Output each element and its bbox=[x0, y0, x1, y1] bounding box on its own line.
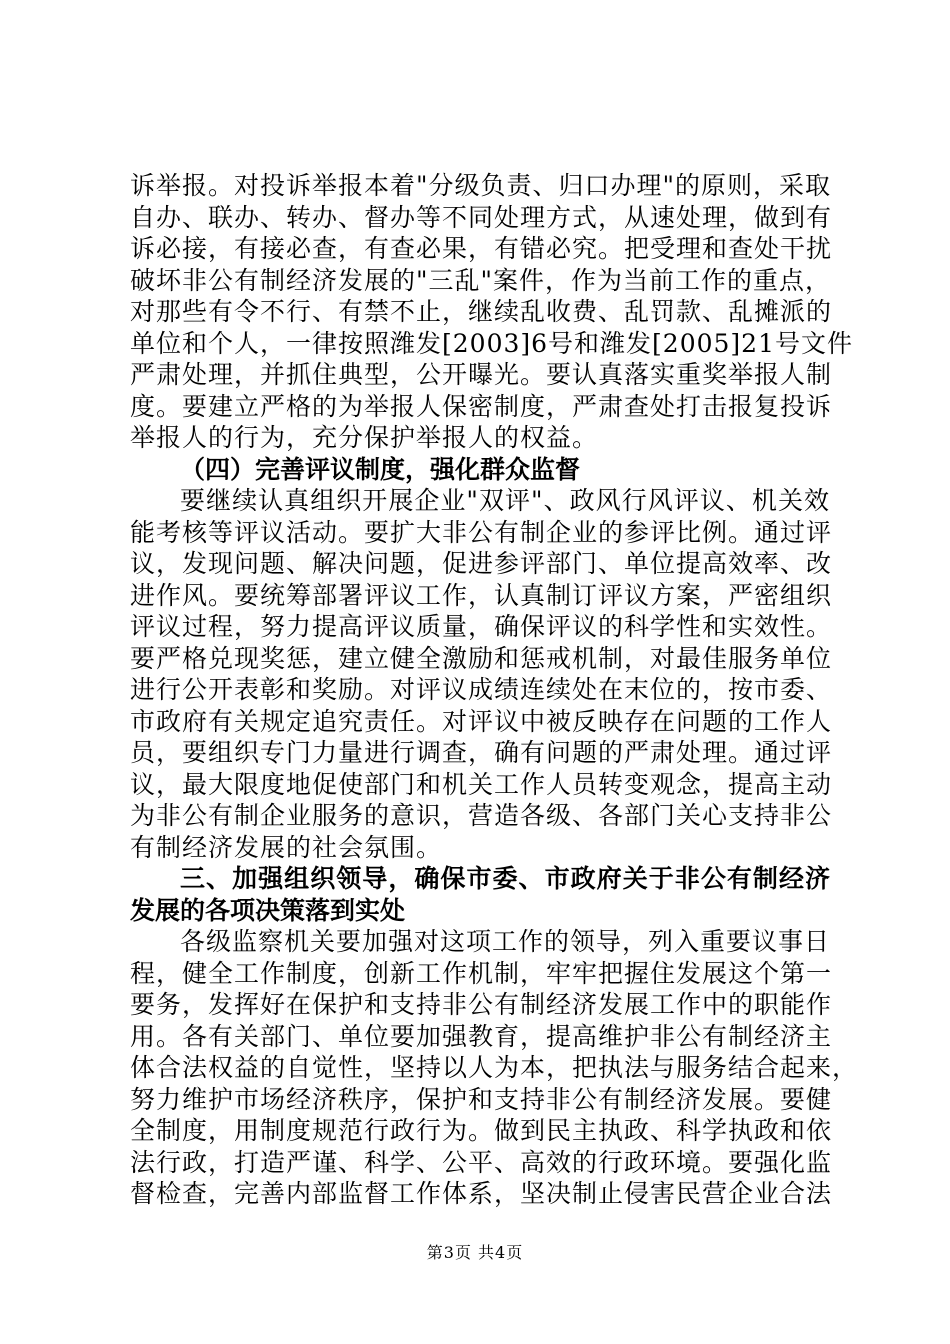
text-line: 努力维护市场经济秩序，保护和支持非公有制经济发展。要健 bbox=[130, 1084, 833, 1114]
text-line: 评议过程，努力提高评议质量，确保评议的科学性和实效性。 bbox=[130, 612, 833, 641]
text-line: 单位和个人，一律按照潍发[2003]6号和潍发[2005]21号文件 bbox=[130, 328, 853, 358]
text-line: 度。要建立严格的为举报人保密制度，严肃查处打击报复投诉 bbox=[130, 391, 833, 421]
text-line: 议，最大限度地促使部门和机关工作人员转变观念，提高主动 bbox=[130, 769, 833, 799]
section-heading-4: （四）完善评议制度，强化群众监督 bbox=[180, 454, 581, 484]
text-line: 议，发现问题、解决问题，促进参评部门、单位提高效率、改 bbox=[130, 549, 833, 578]
text-line: 严肃处理，并抓住典型，公开曝光。要认真落实重奖举报人制 bbox=[130, 360, 833, 389]
text-line: 各级监察机关要加强对这项工作的领导，列入重要议事日 bbox=[180, 927, 831, 956]
text-line: 要继续认真组织开展企业"双评"、政风行风评议、机关效 bbox=[180, 486, 830, 515]
text-line: 法行政，打造严谨、科学、公平、高效的行政环境。要强化监 bbox=[130, 1147, 833, 1177]
text-line: 体合法权益的自觉性，坚持以人为本，把执法与服务结合起来， bbox=[130, 1053, 859, 1082]
text-line: 诉举报。对投诉举报本着"分级负责、归口办理"的原则，采取 bbox=[130, 171, 832, 200]
text-line: 为非公有制企业服务的意识，营造各级、各部门关心支持非公 bbox=[130, 801, 833, 830]
text-line: 自办、联办、转办、督办等不同处理方式，从速处理，做到有 bbox=[130, 202, 833, 232]
text-line: 用。各有关部门、单位要加强教育，提高维护非公有制经济主 bbox=[130, 1021, 833, 1051]
text-line: 员，要组织专门力量进行调查，确有问题的严肃处理。通过评 bbox=[130, 738, 833, 767]
page-body bbox=[130, 170, 859, 1210]
paragraph-leadership bbox=[130, 926, 859, 1210]
text-line: 进作风。要统筹部署评议工作，认真制订评议方案，严密组织 bbox=[130, 580, 833, 610]
text-line: 破坏非公有制经济发展的"三乱"案件，作为当前工作的重点， bbox=[130, 265, 832, 295]
text-line: 能考核等评议活动。要扩大非公有制企业的参评比例。通过评 bbox=[130, 517, 833, 547]
text-line: 程，健全工作制度，创新工作机制，牢牢把握住发展这个第一 bbox=[130, 958, 833, 988]
text-line: 有制经济发展的社会氛围。 bbox=[130, 832, 443, 862]
section-heading-3 bbox=[130, 863, 830, 926]
text-line: 进行公开表彰和奖励。对评议成绩连续处在末位的，按市委、 bbox=[130, 675, 833, 704]
text-line: 要严格兑现奖惩，建立健全激励和惩戒机制，对最佳服务单位 bbox=[130, 643, 833, 673]
text-line: 市政府有关规定追究责任。对评议中被反映存在问题的工作人 bbox=[130, 706, 833, 736]
paragraph-complaints bbox=[130, 170, 853, 454]
text-line: 督检查，完善内部监督工作体系，坚决制止侵害民营企业合法 bbox=[130, 1179, 833, 1208]
text-line: 要务，发挥好在保护和支持非公有制经济发展工作中的职能作 bbox=[130, 990, 833, 1019]
heading-line: 三、加强组织领导，确保市委、市政府关于非公有制经济 bbox=[180, 864, 830, 893]
text-line: 举报人的行为，充分保护举报人的权益。 bbox=[130, 423, 599, 452]
page-number-footer: 第3页 共4页 bbox=[426, 1243, 524, 1262]
heading-line: 发展的各项决策落到实处 bbox=[130, 895, 406, 925]
text-line: 全制度，用制度规范行政行为。做到民主执政、科学执政和依 bbox=[130, 1116, 833, 1145]
text-line: 诉必接，有接必查，有查必果，有错必究。把受理和查处干扰 bbox=[130, 234, 833, 263]
paragraph-evaluation bbox=[130, 485, 833, 863]
text-line: 对那些有令不行、有禁不止，继续乱收费、乱罚款、乱摊派的 bbox=[130, 297, 833, 326]
